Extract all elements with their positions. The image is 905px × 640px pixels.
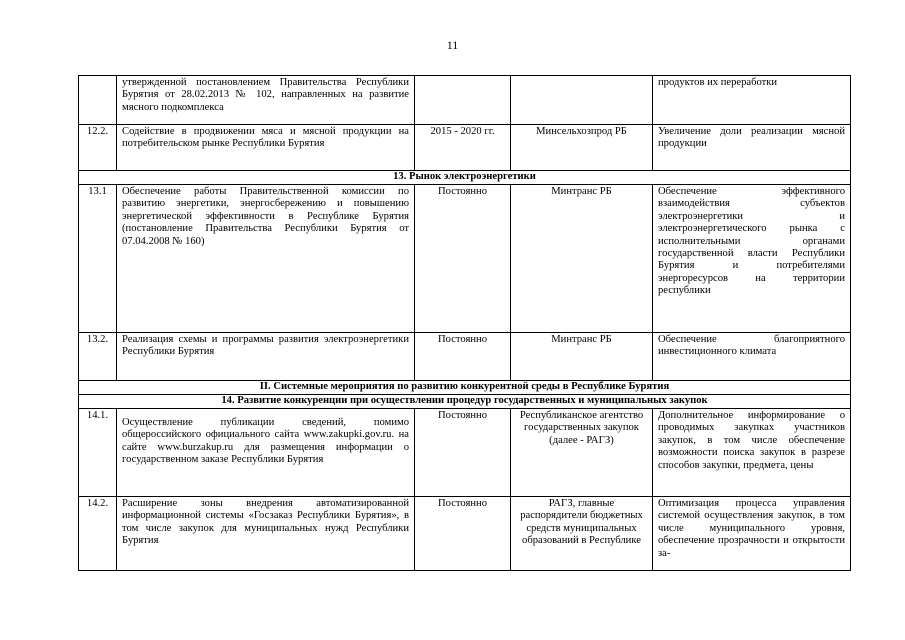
section-heading-row xyxy=(79,381,851,395)
measure-cell: Осуществление публикации сведений, помимо общероссийского официального сайта www.zakupki.gov.ru. на сайте www.burzakup.ru для размещения информации о государственном заказе Республики Бурятия xyxy=(117,409,415,497)
result-cell: Оптимизация процесса управления системой осуществления закупок, в том числе муниципального уровня, обеспечение прозрачности и открытости за- xyxy=(653,497,851,571)
section-title: II. Системные мероприятия по развитию конкурентной среды в Республике Бурятия xyxy=(79,381,851,395)
row-number: 14.2. xyxy=(79,497,117,571)
row-number: 14.1. xyxy=(79,409,117,497)
term-cell: Постоянно xyxy=(415,333,511,381)
measures-table xyxy=(78,75,851,571)
executor-cell xyxy=(511,76,653,125)
term-cell: Постоянно xyxy=(415,497,511,571)
table-row xyxy=(79,125,851,171)
table-row xyxy=(79,185,851,333)
row-number xyxy=(79,76,117,125)
row-number: 12.2. xyxy=(79,125,117,171)
term-cell: Постоянно xyxy=(415,185,511,333)
section-heading-row xyxy=(79,395,851,409)
term-cell: 2015 - 2020 гг. xyxy=(415,125,511,171)
term-cell xyxy=(415,76,511,125)
section-title: 14. Развитие конкуренции при осуществлении процедур государственных и муниципальных закупок xyxy=(79,395,851,409)
table-row xyxy=(79,76,851,125)
table-row xyxy=(79,333,851,381)
executor-cell: Минтранс РБ xyxy=(511,333,653,381)
measure-cell: Реализация схемы и программы развития электроэнергетики Республики Бурятия xyxy=(117,333,415,381)
executor-cell: Минсельхозпрод РБ xyxy=(511,125,653,171)
row-number: 13.2. xyxy=(79,333,117,381)
executor-cell: Минтранс РБ xyxy=(511,185,653,333)
executor-cell: РАГЗ, главные распорядители бюджетных средств муниципальных образований в Республике xyxy=(511,497,653,571)
result-cell: Обеспечение благоприятного инвестиционного климата xyxy=(653,333,851,381)
section-title: 13. Рынок электроэнергетики xyxy=(79,171,851,185)
table-row xyxy=(79,497,851,571)
page-number: 11 xyxy=(446,38,459,52)
table-row xyxy=(79,409,851,497)
result-cell: Обеспечение эффективного взаимодействия субъектов электроэнергетики и электроэнергетического рынка с исполнительными органами государственной власти Республики Бурятия и потребителями энергоресурсов на территории республики xyxy=(653,185,851,333)
result-cell: продуктов их переработки xyxy=(653,76,851,125)
measure-cell: Расширение зоны внедрения автоматизированной информационной системы «Госзаказ Республики Бурятия», в том числе закупок для муниципальных нужд Республики Бурятия xyxy=(117,497,415,571)
measure-cell: Содействие в продвижении мяса и мясной продукции на потребительском рынке Республики Бурятия xyxy=(117,125,415,171)
row-number: 13.1 xyxy=(79,185,117,333)
executor-cell: Республиканское агентство государственных закупок (далее - РАГЗ) xyxy=(511,409,653,497)
measure-cell: Обеспечение работы Правительственной комиссии по развитию энергетики, энергосбережению и повышению энергетической эффективности в Республике Бурятия (постановление Правительства Республики Бурятия от 07.04.2008 № 160) xyxy=(117,185,415,333)
result-cell: Увеличение доли реализации мясной продукции xyxy=(653,125,851,171)
term-cell: Постоянно xyxy=(415,409,511,497)
section-heading-row xyxy=(79,171,851,185)
result-cell: Дополнительное информирование о проводимых закупках участников закупок, в том числе обеспечение возможности поиска закупок в разрезе способов закупки, предмета, цены xyxy=(653,409,851,497)
measure-cell: утвержденной постановлением Правительства Республики Бурятия от 28.02.2013 № 102, направленных на развитие мясного подкомплекса xyxy=(117,76,415,125)
